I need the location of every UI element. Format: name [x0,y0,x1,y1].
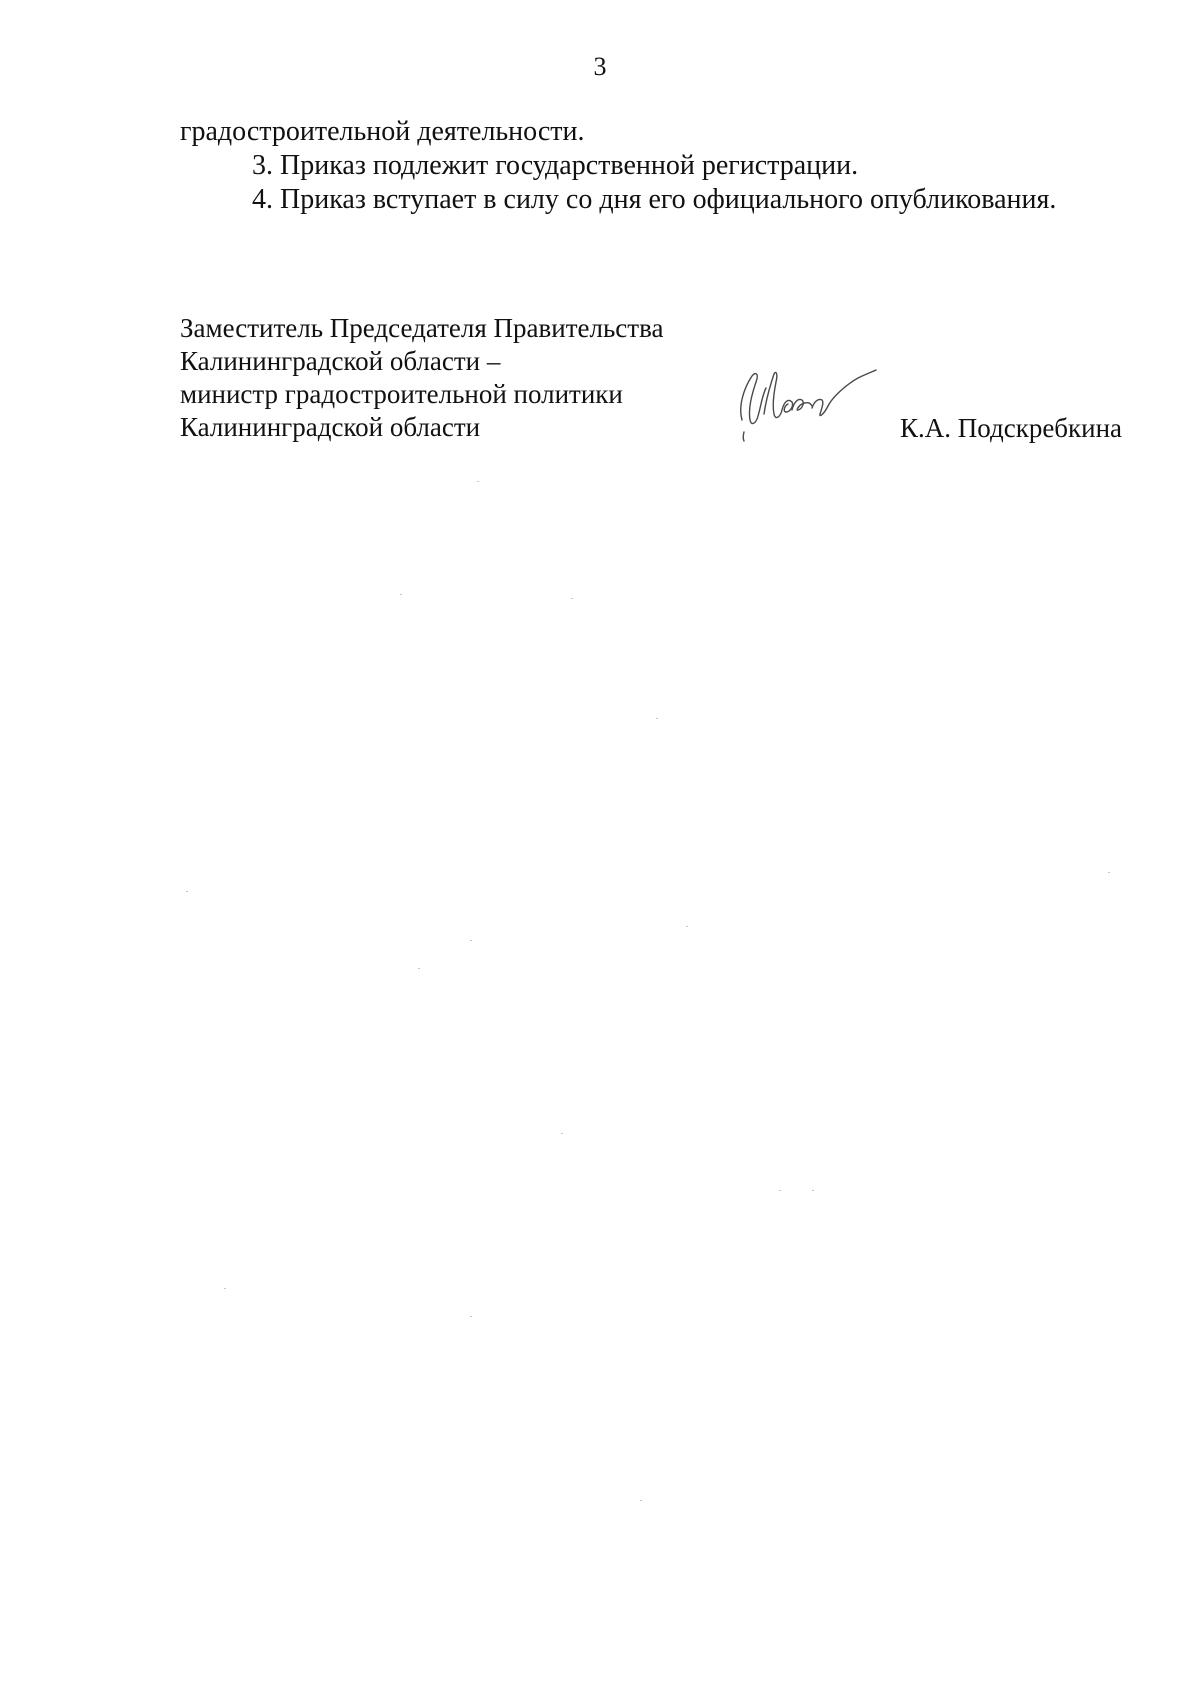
body-text-line: 4. Приказ вступает в силу со дня его официального опубликования. [252,184,1057,215]
scan-speck [477,481,479,482]
scan-speck [186,891,188,892]
signer-name: К.А. Подскребкина [900,413,1123,443]
scan-speck [571,598,573,599]
scan-speck [470,940,472,941]
scan-speck [656,718,658,719]
scan-speck [779,1190,781,1191]
scan-speck [400,594,402,595]
handwritten-signature-icon [728,362,878,442]
body-text-line: градостроительной деятельности. [180,116,585,147]
scan-speck [1108,872,1110,873]
scan-speck [561,1133,563,1134]
body-text-line: 3. Приказ подлежит государственной регистрации. [252,150,859,181]
page-number: 3 [593,52,607,81]
scan-speck [224,1288,226,1289]
scan-speck [812,1190,814,1191]
signer-position-line: Калининградской области – [180,346,501,376]
scan-speck [640,1500,642,1501]
signer-position-line: Калининградской области [180,412,481,442]
signer-position-line: Заместитель Председателя Правительства [180,313,664,343]
scan-speck [470,1316,472,1317]
scan-speck [418,968,420,969]
signer-position-line: министр градостроительной политики [180,379,623,409]
scan-speck [686,926,688,927]
